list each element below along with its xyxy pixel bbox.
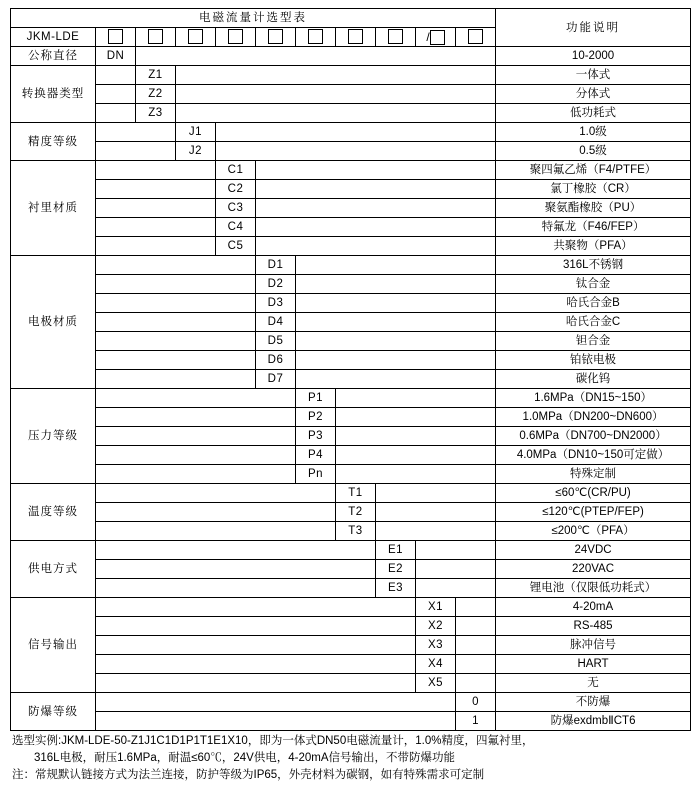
desc-cell: 锂电池（仅限低功耗式） bbox=[496, 579, 691, 598]
table-row bbox=[11, 484, 691, 503]
code-box-10 bbox=[456, 28, 496, 47]
desc-cell: 铂铱电极 bbox=[496, 351, 691, 370]
spacer-cell bbox=[456, 617, 496, 636]
spacer-cell bbox=[456, 655, 496, 674]
table-row bbox=[11, 636, 691, 655]
spacer-cell bbox=[96, 104, 136, 123]
spacer-cell bbox=[216, 123, 496, 142]
desc-cell: 特氟龙（F46/FEP） bbox=[496, 218, 691, 237]
spacer-cell bbox=[296, 332, 496, 351]
desc-cell: 低功耗式 bbox=[496, 104, 691, 123]
desc-cell: 特殊定制 bbox=[496, 465, 691, 484]
table-row bbox=[11, 522, 691, 541]
table-row bbox=[11, 123, 691, 142]
spacer-cell bbox=[96, 655, 416, 674]
spacer-cell bbox=[96, 237, 216, 256]
code-cell: T3 bbox=[336, 522, 376, 541]
desc-cell: 0.6MPa（DN700~DN2000） bbox=[496, 427, 691, 446]
spacer-cell bbox=[256, 237, 496, 256]
desc-cell: ≤120℃(PTEP/FEP) bbox=[496, 503, 691, 522]
checkbox-icon bbox=[388, 29, 403, 44]
code-cell: X3 bbox=[416, 636, 456, 655]
table-row bbox=[11, 332, 691, 351]
table-row bbox=[11, 674, 691, 693]
table-row bbox=[11, 370, 691, 389]
spacer-cell bbox=[96, 598, 416, 617]
spacer-cell bbox=[96, 617, 416, 636]
desc-cell: 共聚物（PFA） bbox=[496, 237, 691, 256]
desc-cell: 1.0级 bbox=[496, 123, 691, 142]
note-example-line2: 316L电极，耐压1.6MPa，耐温≤60℃，24V供电，4-20mA信号输出，不带防爆功能 bbox=[34, 752, 456, 765]
spacer-cell bbox=[96, 389, 296, 408]
code-cell: P1 bbox=[296, 389, 336, 408]
row-label-electrode-material: 电极材质 bbox=[11, 256, 96, 389]
desc-cell: 脉冲信号 bbox=[496, 636, 691, 655]
desc-cell: 钽合金 bbox=[496, 332, 691, 351]
code-box-3 bbox=[176, 28, 216, 47]
table-row bbox=[11, 712, 691, 731]
spacer-cell bbox=[336, 427, 496, 446]
table-row bbox=[11, 446, 691, 465]
spacer-cell bbox=[416, 579, 496, 598]
table-header-row bbox=[11, 9, 691, 28]
code-cell: E3 bbox=[376, 579, 416, 598]
code-cell: X4 bbox=[416, 655, 456, 674]
code-cell: D2 bbox=[256, 275, 296, 294]
spacer-cell bbox=[96, 636, 416, 655]
code-cell: C3 bbox=[216, 199, 256, 218]
code-cell: X2 bbox=[416, 617, 456, 636]
spacer-cell bbox=[336, 389, 496, 408]
desc-cell: 哈氏合金B bbox=[496, 294, 691, 313]
desc-cell: 24VDC bbox=[496, 541, 691, 560]
code-cell: 0 bbox=[456, 693, 496, 712]
table-row bbox=[11, 161, 691, 180]
spacer-cell bbox=[376, 522, 496, 541]
desc-cell: 220VAC bbox=[496, 560, 691, 579]
code-cell: Z3 bbox=[136, 104, 176, 123]
spacer-cell bbox=[96, 484, 336, 503]
spacer-cell bbox=[216, 142, 496, 161]
table-row bbox=[11, 294, 691, 313]
table-row bbox=[11, 313, 691, 332]
code-cell: T1 bbox=[336, 484, 376, 503]
spacer-cell bbox=[416, 541, 496, 560]
table-row bbox=[11, 693, 691, 712]
notes-block bbox=[10, 733, 690, 784]
code-cell: D6 bbox=[256, 351, 296, 370]
table-row bbox=[11, 256, 691, 275]
note-example-line1: 选型实例:JKM-LDE-50-Z1J1C1D1P1T1E1X10，即为一体式DN50电磁流量计，1.0%精度，四氟衬里， bbox=[12, 735, 534, 748]
desc-cell: HART bbox=[496, 655, 691, 674]
spacer-cell bbox=[136, 47, 496, 66]
table-row bbox=[11, 617, 691, 636]
code-cell: J1 bbox=[176, 123, 216, 142]
spacer-cell bbox=[296, 351, 496, 370]
checkbox-icon bbox=[348, 29, 363, 44]
spacer-cell bbox=[96, 180, 216, 199]
spacer-cell bbox=[296, 275, 496, 294]
code-cell: Z2 bbox=[136, 85, 176, 104]
code-cell: 1 bbox=[456, 712, 496, 731]
row-label-explosion-proof-class: 防爆等级 bbox=[11, 693, 96, 731]
table-row bbox=[11, 199, 691, 218]
checkbox-icon bbox=[108, 29, 123, 44]
table-row bbox=[11, 237, 691, 256]
desc-cell: 碳化钨 bbox=[496, 370, 691, 389]
code-box-4 bbox=[216, 28, 256, 47]
spacer-cell bbox=[96, 218, 216, 237]
row-label-pressure-class: 压力等级 bbox=[11, 389, 96, 484]
spec-table bbox=[10, 8, 691, 731]
table-row bbox=[11, 389, 691, 408]
table-row bbox=[11, 465, 691, 484]
spacer-cell bbox=[456, 674, 496, 693]
desc-cell: 钛合金 bbox=[496, 275, 691, 294]
desc-cell: 聚氨酯橡胶（PU） bbox=[496, 199, 691, 218]
checkbox-icon bbox=[430, 30, 445, 45]
table-row bbox=[11, 180, 691, 199]
code-box-8 bbox=[376, 28, 416, 47]
desc-cell: 一体式 bbox=[496, 66, 691, 85]
table-row bbox=[11, 85, 691, 104]
code-cell: DN bbox=[96, 47, 136, 66]
spacer-cell bbox=[96, 85, 136, 104]
note-default-config: 注：常规默认链接方式为法兰连接，防护等级为IP65，外壳材料为碳钢，如有特殊需求可定制 bbox=[12, 769, 485, 782]
spacer-cell bbox=[336, 408, 496, 427]
code-cell: Z1 bbox=[136, 66, 176, 85]
spacer-cell bbox=[96, 465, 296, 484]
spacer-cell bbox=[96, 142, 176, 161]
table-row bbox=[11, 579, 691, 598]
code-cell: Pn bbox=[296, 465, 336, 484]
checkbox-icon bbox=[468, 29, 483, 44]
row-label-nominal-diameter: 公称直径 bbox=[11, 47, 96, 66]
spacer-cell bbox=[296, 256, 496, 275]
spacer-cell bbox=[96, 712, 456, 731]
checkbox-icon bbox=[188, 29, 203, 44]
spacer-cell bbox=[176, 104, 496, 123]
desc-cell: 1.0MPa（DN200~DN600） bbox=[496, 408, 691, 427]
table-row bbox=[11, 408, 691, 427]
code-box-5 bbox=[256, 28, 296, 47]
desc-cell: ≤200℃（PFA） bbox=[496, 522, 691, 541]
spacer-cell bbox=[96, 161, 216, 180]
checkbox-icon bbox=[148, 29, 163, 44]
code-cell: C4 bbox=[216, 218, 256, 237]
desc-cell: 10-2000 bbox=[496, 47, 691, 66]
spacer-cell bbox=[96, 579, 376, 598]
desc-cell: 聚四氟乙烯（F4/PTFE） bbox=[496, 161, 691, 180]
code-cell: E1 bbox=[376, 541, 416, 560]
spacer-cell bbox=[176, 85, 496, 104]
spacer-cell bbox=[96, 503, 336, 522]
row-label-liner-material: 衬里材质 bbox=[11, 161, 96, 256]
spacer-cell bbox=[336, 446, 496, 465]
spacer-cell bbox=[256, 161, 496, 180]
code-cell: X1 bbox=[416, 598, 456, 617]
spacer-cell bbox=[96, 66, 136, 85]
table-row bbox=[11, 598, 691, 617]
spacer-cell bbox=[96, 256, 256, 275]
spacer-cell bbox=[256, 199, 496, 218]
code-cell: D5 bbox=[256, 332, 296, 351]
spacer-cell bbox=[256, 180, 496, 199]
table-row bbox=[11, 66, 691, 85]
spacer-cell bbox=[96, 446, 296, 465]
spacer-cell bbox=[96, 294, 256, 313]
spacer-cell bbox=[256, 218, 496, 237]
code-box-7 bbox=[336, 28, 376, 47]
row-label-signal-output: 信号输出 bbox=[11, 598, 96, 693]
desc-cell: 防爆exdmbⅡCT6 bbox=[496, 712, 691, 731]
code-cell: D3 bbox=[256, 294, 296, 313]
code-box-2 bbox=[136, 28, 176, 47]
desc-cell: 0.5级 bbox=[496, 142, 691, 161]
table-row bbox=[11, 427, 691, 446]
desc-cell: ≤60℃(CR/PU) bbox=[496, 484, 691, 503]
spacer-cell bbox=[176, 66, 496, 85]
spacer-cell bbox=[96, 351, 256, 370]
code-cell: T2 bbox=[336, 503, 376, 522]
spacer-cell bbox=[96, 123, 176, 142]
desc-cell: 4-20mA bbox=[496, 598, 691, 617]
code-cell: D7 bbox=[256, 370, 296, 389]
spacer-cell bbox=[296, 313, 496, 332]
row-label-temperature-class: 温度等级 bbox=[11, 484, 96, 541]
spacer-cell bbox=[96, 199, 216, 218]
desc-cell: 氯丁橡胶（CR） bbox=[496, 180, 691, 199]
spacer-cell bbox=[376, 503, 496, 522]
row-label-power-supply: 供电方式 bbox=[11, 541, 96, 598]
spacer-cell bbox=[96, 693, 456, 712]
spacer-cell bbox=[96, 275, 256, 294]
table-row bbox=[11, 275, 691, 294]
spacer-cell bbox=[96, 332, 256, 351]
spacer-cell bbox=[96, 560, 376, 579]
spacer-cell bbox=[336, 465, 496, 484]
desc-cell: 1.6MPa（DN15~150） bbox=[496, 389, 691, 408]
spacer-cell bbox=[456, 598, 496, 617]
code-cell: D1 bbox=[256, 256, 296, 275]
spacer-cell bbox=[96, 427, 296, 446]
code-cell: C2 bbox=[216, 180, 256, 199]
code-cell: P4 bbox=[296, 446, 336, 465]
code-cell: C5 bbox=[216, 237, 256, 256]
table-row bbox=[11, 503, 691, 522]
code-cell: E2 bbox=[376, 560, 416, 579]
code-cell: P3 bbox=[296, 427, 336, 446]
code-box-6 bbox=[296, 28, 336, 47]
code-cell: P2 bbox=[296, 408, 336, 427]
desc-cell: RS-485 bbox=[496, 617, 691, 636]
code-box-1 bbox=[96, 28, 136, 47]
checkbox-icon bbox=[228, 29, 243, 44]
spacer-cell bbox=[416, 560, 496, 579]
spacer-cell bbox=[96, 408, 296, 427]
desc-cell: 不防爆 bbox=[496, 693, 691, 712]
table-row bbox=[11, 218, 691, 237]
table-row bbox=[11, 560, 691, 579]
code-cell: D4 bbox=[256, 313, 296, 332]
table-row bbox=[11, 351, 691, 370]
spacer-cell bbox=[96, 522, 336, 541]
code-cell: J2 bbox=[176, 142, 216, 161]
spacer-cell bbox=[296, 370, 496, 389]
table-row bbox=[11, 541, 691, 560]
table-title: 电磁流量计选型表 bbox=[11, 9, 496, 28]
model-prefix: JKM-LDE bbox=[11, 28, 96, 47]
desc-cell: 分体式 bbox=[496, 85, 691, 104]
spacer-cell bbox=[96, 541, 376, 560]
desc-cell: 无 bbox=[496, 674, 691, 693]
checkbox-icon bbox=[268, 29, 283, 44]
checkbox-icon bbox=[308, 29, 323, 44]
row-label-accuracy-class: 精度等级 bbox=[11, 123, 96, 161]
spacer-cell bbox=[96, 674, 416, 693]
slash-separator: / bbox=[426, 30, 430, 44]
desc-cell: 316L不锈钢 bbox=[496, 256, 691, 275]
table-row bbox=[11, 47, 691, 66]
code-cell: C1 bbox=[216, 161, 256, 180]
spacer-cell bbox=[96, 370, 256, 389]
table-row bbox=[11, 104, 691, 123]
code-box-9 bbox=[416, 28, 456, 47]
function-column-header: 功能说明 bbox=[496, 9, 691, 47]
desc-cell: 4.0MPa（DN10~150可定做） bbox=[496, 446, 691, 465]
table-row bbox=[11, 142, 691, 161]
table-row bbox=[11, 655, 691, 674]
row-label-converter-type: 转换器类型 bbox=[11, 66, 96, 123]
desc-cell: 哈氏合金C bbox=[496, 313, 691, 332]
spacer-cell bbox=[296, 294, 496, 313]
spacer-cell bbox=[376, 484, 496, 503]
code-cell: X5 bbox=[416, 674, 456, 693]
spacer-cell bbox=[456, 636, 496, 655]
spacer-cell bbox=[96, 313, 256, 332]
